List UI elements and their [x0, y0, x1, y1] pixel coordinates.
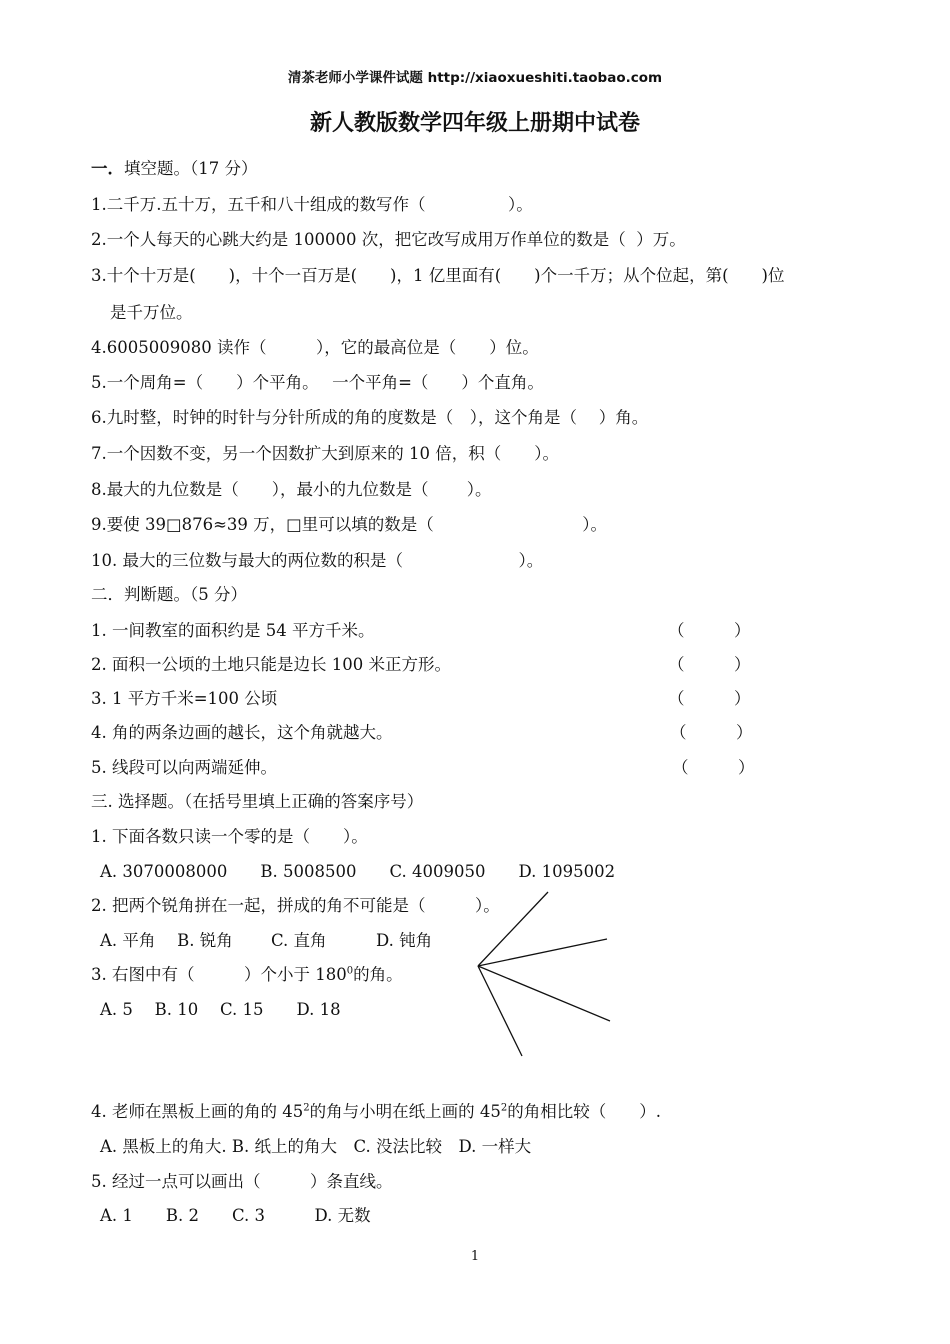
ray-1 [478, 892, 548, 966]
choice-q3 [91, 964, 403, 986]
choice-q3-options: A. 5 B. 10 C. 15 D. 18 [100, 1000, 341, 1019]
judge-item-1: 1. 一间教室的面积约是 54 平方千米。 [91, 621, 375, 640]
degree-superscript: 0 [346, 965, 354, 977]
judge-item-3: 3. 1 平方千米=100 公顷 [91, 689, 278, 708]
fill-q3-line2: 是千万位。 [110, 303, 193, 322]
judge-item-4: 4. 角的两条边画的越长，这个角就越大。 [91, 723, 393, 742]
judge-answer-3: （ ） [668, 689, 751, 708]
fill-q10: 10. 最大的三位数与最大的两位数的积是（ ）。 [91, 551, 544, 570]
choice-q4-text: 4. 老师在黑板上画的角的 45 [91, 1102, 304, 1121]
fill-q1: 1.二千万.五十万，五千和八十组成的数写作（ ）。 [91, 195, 533, 214]
fill-q4: 4.6005009080 读作（ ），它的最高位是（ ）位。 [91, 338, 539, 357]
fill-q9: 9.要使 39□876≈39 万，□里可以填的数是（ ）。 [91, 515, 607, 534]
choice-q2: 2. 把两个锐角拼在一起，拼成的角不可能是（ ）。 [91, 896, 500, 915]
fill-q7: 7.一个因数不变，另一个因数扩大到原来的 10 倍，积（ ）。 [91, 444, 559, 463]
fill-q2: 2.一个人每天的心跳大约是 100000 次，把它改写成用万作单位的数是（ ）万。 [91, 230, 686, 249]
choice-q4 [91, 1101, 661, 1123]
superscript-2: 2 [500, 1102, 508, 1114]
judge-item-2: 2. 面积一公顷的土地只能是边长 100 米正方形。 [91, 655, 451, 674]
choice-q1: 1. 下面各数只读一个零的是（ ）。 [91, 827, 368, 846]
judge-answer-2: （ ） [668, 655, 751, 674]
judge-answer-4: （ ） [670, 723, 753, 742]
fill-q3-line1: 3.十个十万是( )，十个一百万是( )，1 亿里面有( )个一千万；从个位起，第( )位 [91, 266, 785, 285]
judge-answer-1: （ ） [668, 621, 751, 640]
ray-2 [478, 939, 607, 966]
choice-q4-options: A. 黑板上的角大. B. 纸上的角大 C. 没法比较 D. 一样大 [100, 1137, 532, 1156]
choice-q3-tail: 的角。 [353, 965, 403, 984]
judge-answer-5: （ ） [672, 758, 755, 777]
judge-item-5: 5. 线段可以向两端延伸。 [91, 758, 277, 777]
ray-3 [478, 966, 610, 1021]
fill-q5: 5.一个周角=（ ）个平角。 一个平角=（ ）个直角。 [91, 373, 544, 392]
choice-q1-options: A. 3070008000 B. 5008500 C. 4009050 D. 1095002 [100, 862, 616, 881]
choice-q5-options: A. 1 B. 2 C. 3 D. 无数 [100, 1206, 371, 1225]
section2-heading: 二．判断题。（5 分） [91, 585, 247, 604]
choice-q5: 5. 经过一点可以画出（ ）条直线。 [91, 1172, 393, 1191]
page-header: 清茶老师小学课件试题 http://xiaoxueshiti.taobao.com [287, 70, 663, 86]
section1-number: 一． [91, 159, 124, 178]
fill-q6: 6.九时整，时钟的时针与分针所成的角的度数是（ ），这个角是（ ）角。 [91, 408, 649, 427]
page-number: 1 [470, 1249, 480, 1264]
section3-heading: 三. 选择题。（在括号里填上正确的答案序号） [91, 792, 424, 811]
page-title: 新人教版数学四年级上册期中试卷 [309, 111, 640, 136]
ray-4 [478, 966, 522, 1056]
choice-q3-text: 3. 右图中有（ ）个小于 180 [91, 965, 347, 984]
section1-heading [91, 158, 258, 180]
choice-q4-tail: 的角相比较（ ）. [507, 1102, 661, 1121]
choice-q4-mid: 的角与小明在纸上画的 45 [309, 1102, 501, 1121]
fill-q8: 8.最大的九位数是（ ），最小的九位数是（ ）。 [91, 480, 492, 499]
angle-rays-figure [470, 888, 620, 1068]
section1-heading-text: 填空题。（17 分） [124, 159, 258, 178]
choice-q2-options: A. 平角 B. 锐角 C. 直角 D. 钝角 [100, 931, 433, 950]
superscript-1: 2 [303, 1102, 310, 1114]
